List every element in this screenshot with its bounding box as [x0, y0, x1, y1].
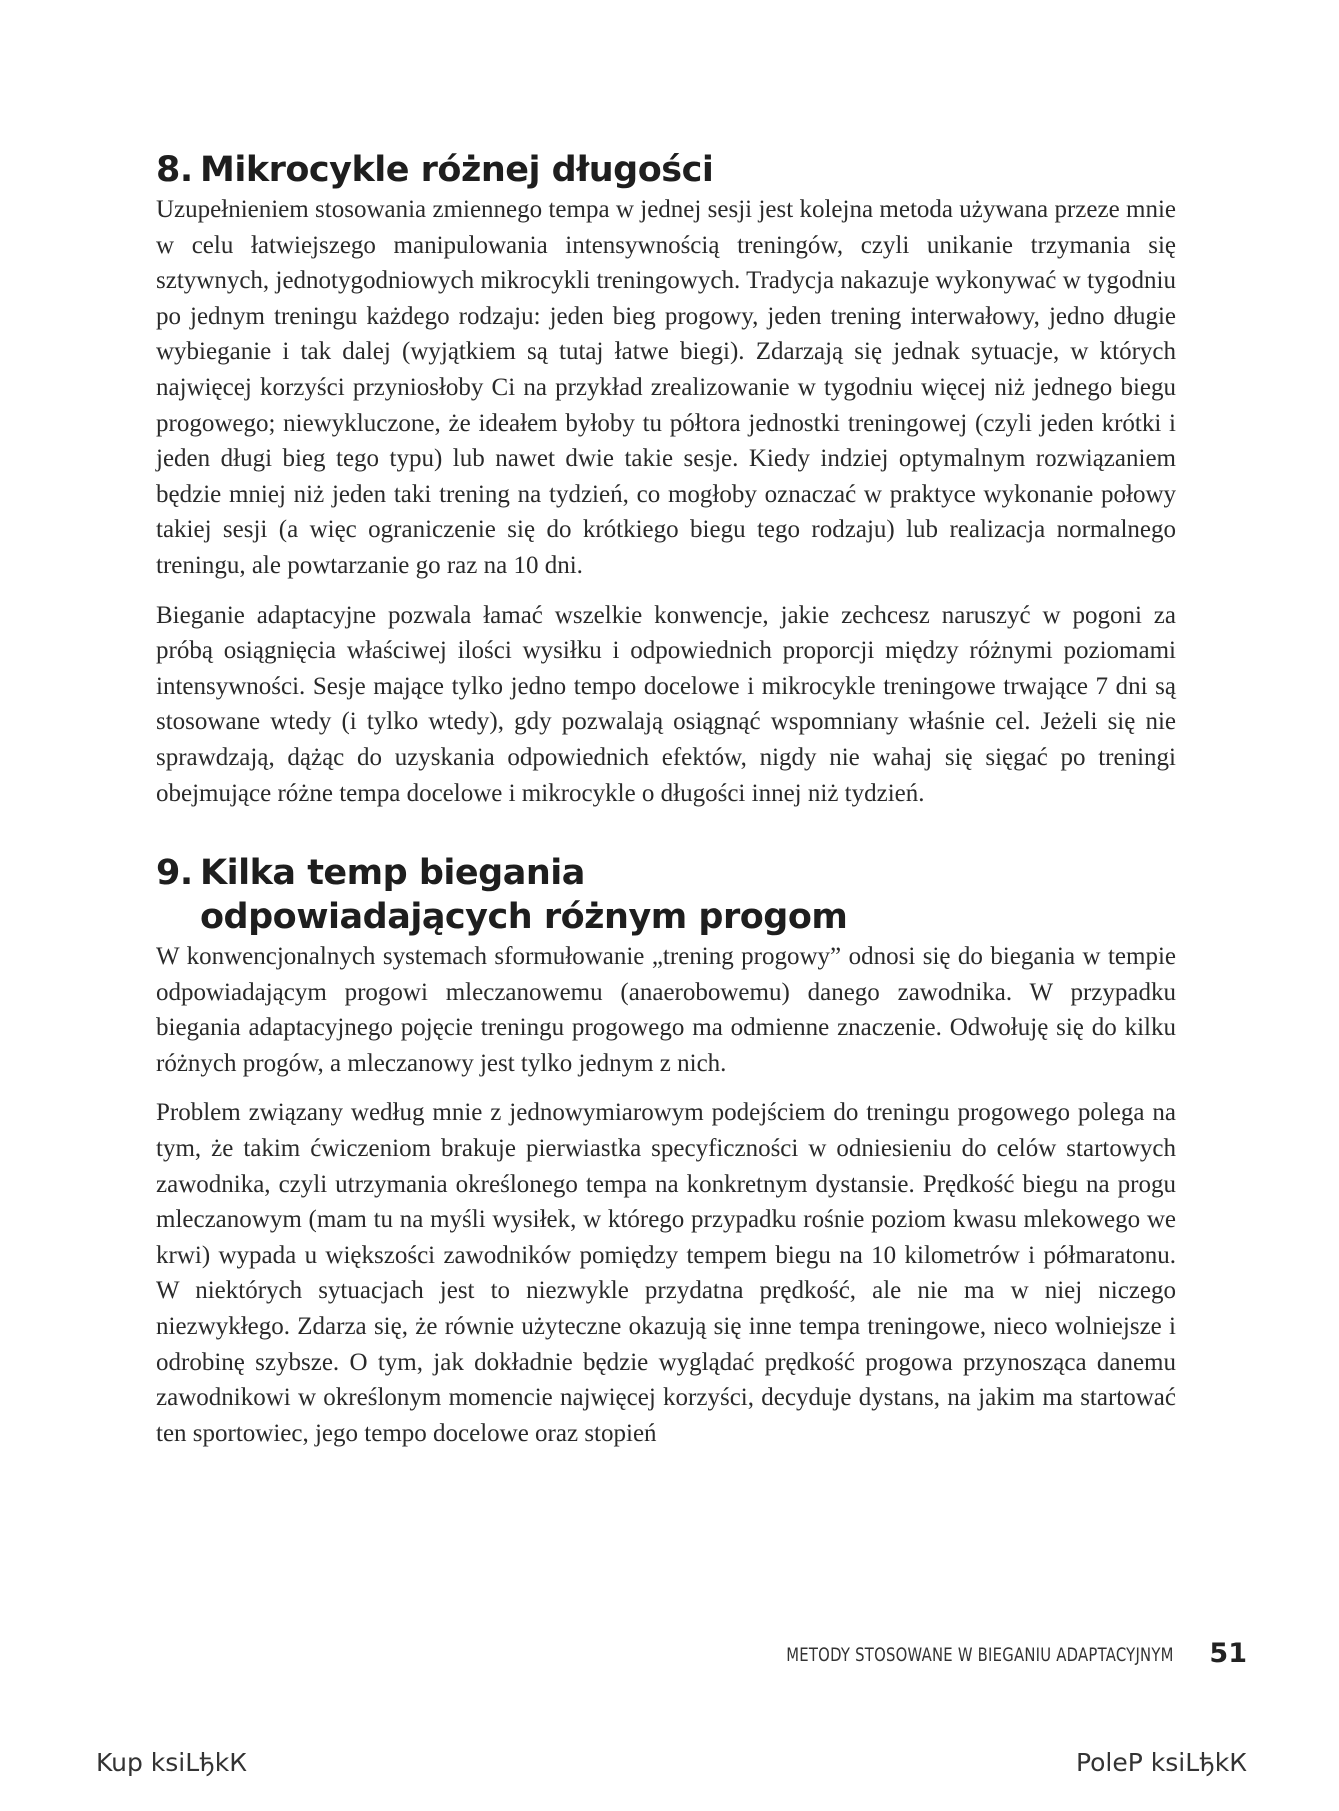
section-microcycles [156, 148, 1176, 811]
page-content [156, 148, 1176, 1451]
section-title: Mikrocykle różnej długości [200, 150, 714, 190]
section-number: 8. [156, 150, 193, 190]
page-number: 51 [1209, 1638, 1247, 1669]
body-paragraph: W konwencjonalnych systemach sformułowanie „trening progowy” odnosi się do biegania w tempie odpowiadającym progowi mleczanowemu (anaerobowemu) danego zawodnika. W przypadku biegania adaptacyjnego pojęcie treningu progowego ma odmienne znaczenie. Odwołuję się do kilku różnych progów, a mleczanowy jest tylko jednym z nich. [156, 943, 1176, 1077]
section-heading [156, 851, 1176, 939]
section-title-line2: odpowiadających różnym progom [200, 897, 848, 938]
section-threshold-paces [156, 851, 1176, 1451]
section-title-line1: Kilka temp biegania [200, 853, 585, 894]
section-number: 9. [156, 853, 193, 894]
recommend-book-link[interactable]: PoleР ksiLђkК [1075, 1748, 1247, 1777]
body-paragraph: Problem związany według mnie z jednowymiarowym podejściem do treningu progowego polega na tym, że takim ćwiczeniom brakuje pierwiastka specyficzności w odniesieniu do celów startowych zawodnika, czyli utrzymania określonego tempa na konkretnym dystansie. Prędkość biegu na progu mleczanowym (mam tu na myśli wysiłek, w którego przypadku rośnie poziom kwasu mlekowego we krwi) wypada u większości zawodników pomiędzy tempem biegu na 10 kilometrów i półmaratonu. W niektórych sytuacjach jest to niezwykle przydatna prędkość, ale nie ma w niej niczego niezwykłego. Zdarza się, że równie użyteczne okazują się inne tempa treningowe, nieco wolniejsze i odrobinę szybsze. O tym, jak dokładnie będzie wyglądać prędkość progowa przynosząca danemu zawodnikowi w określonym momencie najwięcej korzyści, decyduje dystans, na jakim ma startować ten sportowiec, jego tempo docelowe oraz stopień [156, 1099, 1176, 1447]
running-footer-title: METODY STOSOWANE W BIEGANIU ADAPTACYJNYM [786, 1644, 1174, 1666]
body-paragraph: Uzupełnieniem stosowania zmiennego tempa w jednej sesji jest kolejna metoda używana przeze mnie w celu łatwiejszego manipulowania intensywnością treningów, czyli unikanie trzymania się sztywnych, jednotygodniowych mikrocykli treningowych. Tradycja nakazuje wykonywać w tygodniu po jednym treningu każdego rodzaju: jeden bieg progowy, jeden trening interwałowy, jedno długie wybieganie i tak dalej (wyjątkiem są tutaj łatwe biegi). Zdarzają się jednak sytuacje, w których najwięcej korzyści przyniosłoby Ci na przykład zrealizowanie w tygodniu więcej niż jednego biegu progowego; niewykluczone, że ideałem byłoby tu półtora jednostki treningowej (czyli jeden krótki i jeden długi bieg tego typu) lub nawet dwie takie sesje. Kiedy indziej optymalnym rozwiązaniem będzie mniej niż jeden taki trening na tydzień, co mogłoby oznaczać w praktyce wykonanie połowy takiej sesji (a więc ograniczenie się do krótkiego biegu tego rodzaju) lub realizacja normalnego treningu, ale powtarzanie go raz na 10 dni. [156, 196, 1176, 579]
body-paragraph: Bieganie adaptacyjne pozwala łamać wszelkie konwencje, jakie zechcesz naruszyć w pogoni za próbą osiągnięcia właściwej ilości wysiłku i odpowiednich proporcji między różnymi poziomami intensywności. Sesje mające tylko jedno tempo docelowe i mikrocykle treningowe trwające 7 dni są stosowane wtedy (i tylko wtedy), gdy pozwalają osiągnąć wspomniany właśnie cel. Jeżeli się nie sprawdzają, dążąc do uzyskania odpowiednich efektów, nigdy nie wahaj się sięgać po treningi obejmujące różne tempa docelowe i mikrocykle o długości innej niż tydzień. [156, 601, 1176, 807]
section-heading [156, 148, 1176, 192]
buy-book-link[interactable]: Kup ksiLђkК [96, 1748, 248, 1777]
